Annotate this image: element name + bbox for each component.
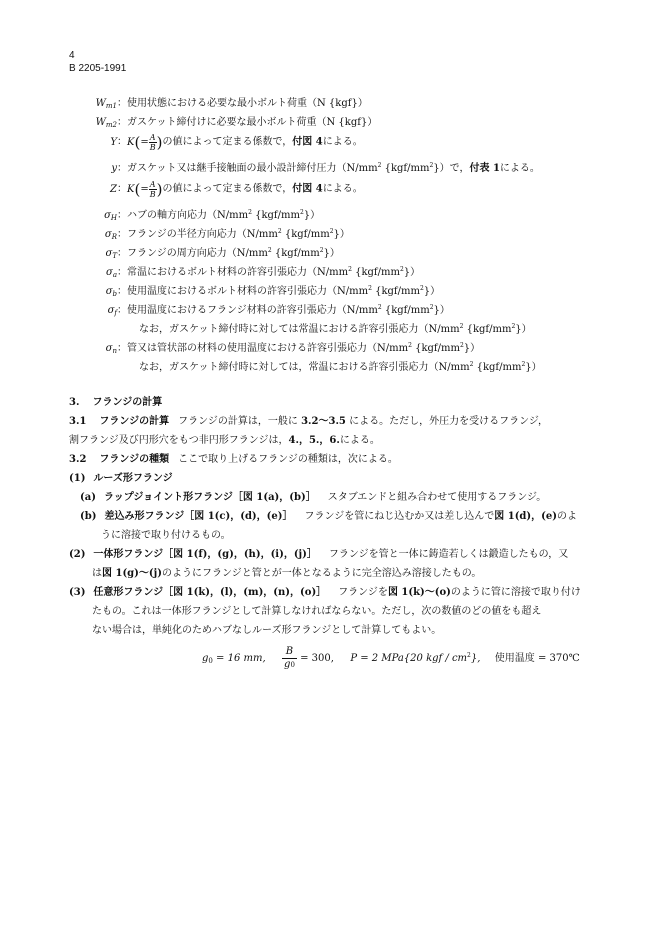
item-3-line1: (3) 任意形フランジ［図 1(k)，(l)，(m)，(n)，(o)］ フランジを図 1(k)～(o)のように管に溶接で取り付け [69, 587, 581, 598]
definition-sigma-n: $\sigma_n$：管又は管状部の材料の使用温度における許容引張応力（$N/mm^2$ $\{kgf/mm^2\}$） [105, 342, 481, 355]
definition-wm2: $W_{m2}$：ガスケット締付けに必要な最小ボルト荷重（N {kgf}） [95, 117, 378, 129]
ref-table1: 付表 1 [469, 163, 500, 174]
definition-wm1: $W_{m1}$：使用状態における必要な最小ボルト荷重（N {kgf}） [95, 98, 368, 110]
item-1a: (a) ラップジョイント形フランジ［図 1(a)，(b)］ スタブエンドと組み合わせて使用するフランジ。 [80, 492, 547, 503]
definition-sigma-t: $\sigma_T$：フランジの周方向応力（$N/mm^2$ $\{kgf/mm^2\}$） [105, 247, 340, 260]
page-number: 4 [69, 50, 75, 61]
ref-fig4-y: 付図 4 [292, 136, 323, 148]
item-3-line2: たもの。これは一体形フランジとして計算しなければならない。ただし，次の数値のどの値をも超え [92, 606, 542, 617]
definition-y-upper: Y：K(= $\frac{A}{B}$ )の値によって定まる係数で，付図 4による。 [110, 133, 363, 152]
definition-sigma-h: $\sigma_H$：ハブの軸方向応力（$N/mm^2$ $\{kgf/mm^2\}$） [104, 209, 321, 222]
definition-sigma-r: $\sigma_R$：フランジの半径方向応力（$N/mm^2$ $\{kgf/mm^2\}$） [104, 228, 350, 241]
definition-sigma-a: $\sigma_a$：常温におけるボルト材料の許容引張応力（$N/mm^2$ $\{kgf/mm^2\}$） [105, 266, 421, 279]
definition-sigma-b: $\sigma_b$：使用温度におけるボルト材料の許容引張応力（$N/mm^2$ $\{kgf/mm^2\}$） [105, 285, 441, 298]
item-2-line1: (2) 一体形フランジ［図 1(f)，(g)，(h)，(i)，(j)］ フランジを管と一体に鋳造若しくは鍛造したもの，又 [69, 549, 569, 560]
section-3-2-heading: 3.2 フランジの種類 ここで取り上げるフランジの種類は，次による。 [69, 454, 398, 465]
definition-z: Z：K(= $\frac{A}{B}$ )の値によって定まる係数で，付図 4による。 [110, 180, 363, 199]
item-1b-line1: (b) 差込み形フランジ［図 1(c)，(d)，(e)］ フランジを管にねじ込むか又は差し込んで図 1(d)，(e)のよ [80, 511, 577, 522]
item-1-heading: (1) ルーズ形フランジ [69, 473, 173, 484]
limit-formula: $g_0 = 16$ mm, $\frac{B}{g0}$ = 300, P = 2 MPa{20 kgf / $cm^2$}, 使用温度 = 370℃ [202, 646, 580, 670]
item-1b-line2: うに溶接で取り付けるもの。 [101, 530, 231, 541]
section-3-1-line1: 3.1 フランジの計算 フランジの計算は，一般に 3.2～3.5 による。ただし，外圧力を受けるフランジ， [69, 416, 549, 427]
standard-code: B 2205-1991 [69, 63, 127, 74]
section-3-1-line2: 割フランジ及び円形穴をもつ非円形フランジは，4.，5.，6.による。 [69, 435, 380, 446]
definition-y-lower: y：ガスケット又は継手接触面の最小設計締付圧力（$N/mm^2$ $\{kgf/mm^2\}$）で，付表 1による。 [111, 162, 540, 174]
definition-sigma-n-note: なお，ガスケット締付時に対しては，常温における許容引張応力（$N/mm^2$ $\{kgf/mm^2\}$） [139, 361, 542, 373]
item-2-line2: は図 1(g)～(j)のようにフランジと管とが一体となるように完全溶込み溶接したもの。 [92, 568, 482, 579]
item-3-line3: ない場合は，単純化のためハブなしルーズ形フランジとして計算してもよい。 [92, 625, 442, 636]
definition-sigma-f: $\sigma_f$：使用温度におけるフランジ材料の許容引張応力（$N/mm^2$ $\{kgf/mm^2\}$） [107, 304, 450, 317]
definition-sigma-f-note: なお，ガスケット締付時に対しては常温における許容引張応力（$N/mm^2$ $\{kgf/mm^2\}$） [139, 323, 532, 335]
section-3-heading: 3. フランジの計算 [69, 397, 163, 408]
ref-fig4-z: 付図 4 [292, 183, 323, 195]
